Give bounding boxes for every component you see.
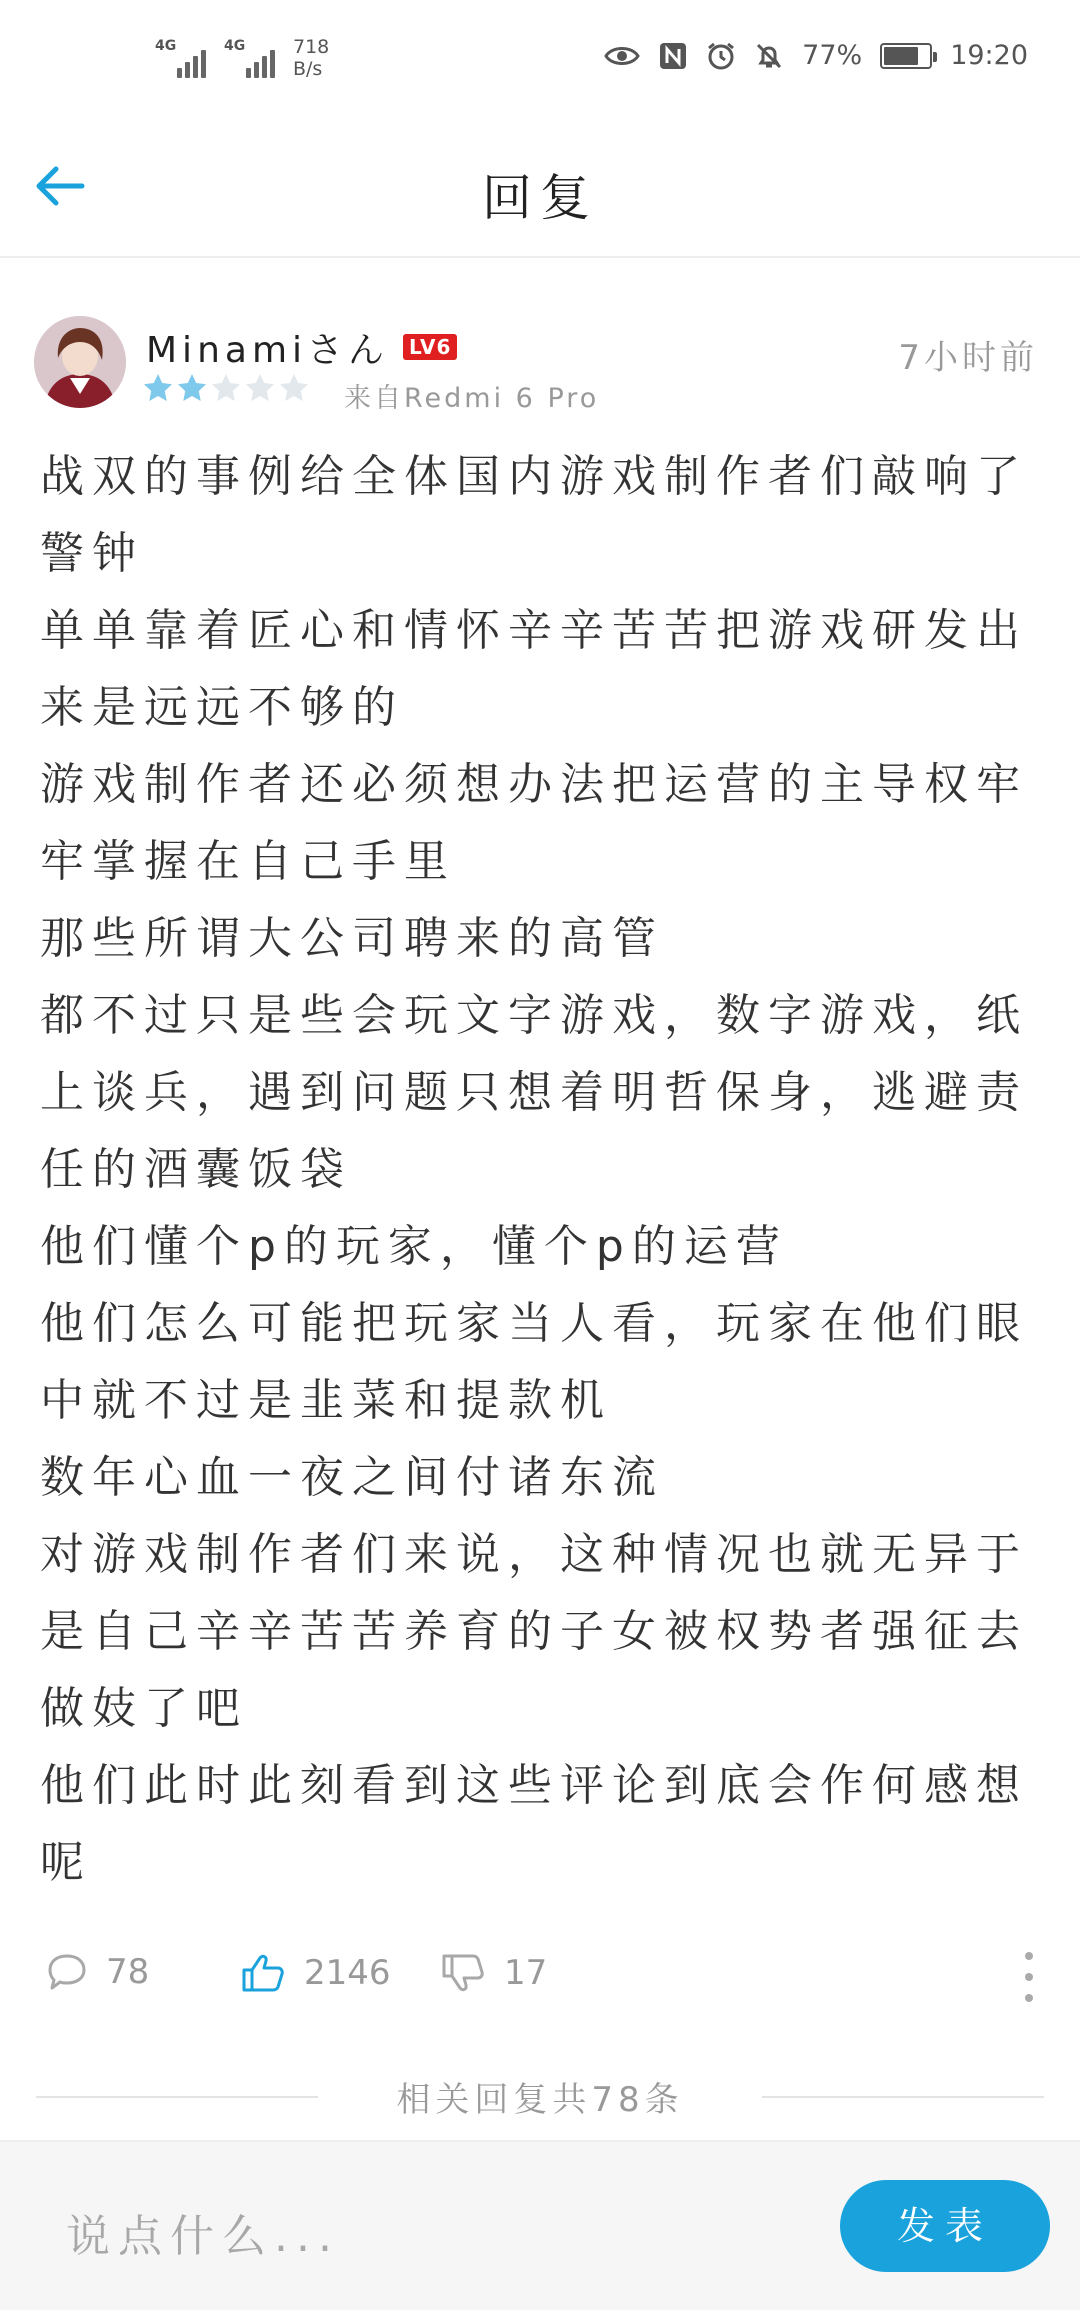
status-bar-left: [155, 36, 329, 80]
post-content-line: 那些所谓大公司聘来的高管: [40, 913, 664, 964]
rating-stars: [142, 372, 310, 404]
status-bar-right: [604, 40, 1028, 71]
star-filled-icon: [176, 372, 208, 404]
post-content-line: 单单靠着匠心和情怀辛辛苦苦把游戏研发出来是远远不够的: [40, 605, 1028, 733]
action-bar: [0, 1952, 1080, 2008]
network-type-label: 4G: [155, 38, 177, 54]
mute-bell-icon: [754, 41, 784, 71]
title-bar: [0, 120, 1080, 258]
page-title: 回复: [482, 169, 598, 227]
thumbs-down-icon: [440, 1952, 486, 1994]
star-empty-icon: [244, 372, 276, 404]
post-time: 7小时前: [898, 338, 1038, 378]
post-content: [40, 438, 1040, 1901]
star-empty-icon: [278, 372, 310, 404]
post-content-line: 他们此时此刻看到这些评论到底会作何感想呢: [40, 1760, 1028, 1888]
post-content-line: 战双的事例给全体国内游戏制作者们敲响了警钟: [40, 451, 1028, 579]
battery-percent: 77%: [802, 40, 863, 71]
battery-level-fill: [884, 47, 918, 65]
related-replies-divider: [36, 2072, 1044, 2122]
clock: 19:20: [950, 40, 1028, 71]
dislike-button[interactable]: [440, 1952, 547, 1994]
more-dot-icon: [1025, 1973, 1033, 1981]
status-bar: [0, 0, 1080, 120]
nfc-icon: [658, 41, 688, 71]
thumbs-up-icon: [240, 1952, 286, 1994]
post-content-line: 他们懂个p的玩家，懂个p的运营: [40, 1221, 788, 1272]
reply-input-placeholder[interactable]: 说点什么...: [66, 2211, 340, 2262]
network-speed-unit: B/s: [293, 58, 323, 80]
post-content-line: 都不过只是些会玩文字游戏，数字游戏，纸上谈兵，遇到问题只想着明哲保身，逃避责任的酒囊饭袋: [40, 990, 1028, 1195]
submit-button[interactable]: 发表: [840, 2180, 1050, 2272]
post-content-line: 对游戏制作者们来说，这种情况也就无异于是自己辛辛苦苦养育的子女被权势者强征去做妓了吧: [40, 1529, 1028, 1734]
more-dot-icon: [1025, 1994, 1033, 2002]
network-speed-value: 718: [293, 36, 330, 58]
comment-button[interactable]: [46, 1952, 149, 1992]
battery-icon: [880, 43, 932, 69]
device-source: 来自Redmi 6 Pro: [344, 383, 600, 414]
signal-icon-1: [155, 38, 206, 78]
comment-icon: [46, 1952, 88, 1992]
post-content-line: 游戏制作者还必须想办法把运营的主导权牢牢掌握在自己手里: [40, 759, 1028, 887]
more-options-button[interactable]: [1014, 1952, 1044, 2002]
dislike-count: 17: [504, 1953, 548, 1993]
eye-icon: [604, 43, 640, 69]
post-content-line: 他们怎么可能把玩家当人看，玩家在他们眼中就不过是韭菜和提款机: [40, 1298, 1028, 1426]
avatar[interactable]: [34, 316, 126, 408]
avatar-image: [34, 316, 126, 408]
like-count: 2146: [304, 1953, 391, 1993]
signal-icon-2: [224, 38, 275, 78]
username-text: Minamiさん: [146, 330, 390, 371]
star-empty-icon: [210, 372, 242, 404]
related-replies-label: 相关回复共78条: [396, 2080, 684, 2120]
level-badge: LV6: [403, 334, 457, 360]
network-speed: [293, 36, 329, 80]
post-content-line: 数年心血一夜之间付诸东流: [40, 1452, 664, 1503]
username[interactable]: [146, 322, 457, 373]
more-dot-icon: [1025, 1952, 1033, 1960]
star-filled-icon: [142, 372, 174, 404]
like-button[interactable]: [240, 1952, 391, 1994]
alarm-icon: [706, 41, 736, 71]
network-type-label: 4G: [224, 38, 246, 54]
composer-bar: [0, 2140, 1080, 2310]
comment-count: 78: [106, 1952, 150, 1992]
